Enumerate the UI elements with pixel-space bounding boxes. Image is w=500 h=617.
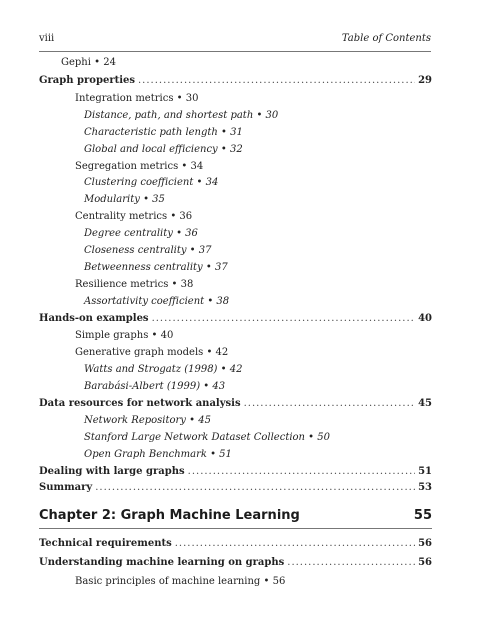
running-title: Table of Contents [341, 33, 431, 44]
toc-entry-centrality[interactable]: Centrality metrics • 36 [75, 211, 193, 222]
toc-section-page: 45 [418, 398, 432, 409]
toc-entry-generative[interactable]: Generative graph models • 42 [75, 347, 229, 358]
toc-section-page: 56 [418, 538, 432, 549]
dot-leader [175, 538, 415, 550]
toc-section-page: 29 [418, 75, 432, 86]
page-header [39, 33, 431, 49]
toc-section-page: 56 [418, 557, 432, 568]
page-number: viii [39, 33, 55, 44]
toc-section-data-resources[interactable] [39, 398, 432, 410]
chapter-title: Chapter 2: Graph Machine Learning [39, 508, 300, 523]
toc-entry-modularity[interactable]: Modularity • 35 [84, 194, 165, 205]
toc-entry-assortativity[interactable]: Assortativity coefficient • 38 [84, 296, 230, 307]
toc-section-large-graphs[interactable] [39, 466, 432, 478]
toc-entry-degree[interactable]: Degree centrality • 36 [84, 228, 198, 239]
dot-leader [244, 398, 415, 410]
toc-chapter-heading[interactable] [39, 508, 432, 523]
toc-section-graph-properties[interactable] [39, 75, 432, 87]
toc-entry-stanford[interactable]: Stanford Large Network Dataset Collection • 50 [84, 432, 330, 443]
toc-entry-ogb[interactable]: Open Graph Benchmark • 51 [84, 449, 232, 460]
toc-entry-betweenness[interactable]: Betweenness centrality • 37 [84, 262, 228, 273]
header-rule [39, 51, 431, 52]
toc-section-summary[interactable] [39, 482, 432, 494]
toc-section-title: Graph properties [39, 75, 135, 86]
toc-entry-clustering[interactable]: Clustering coefficient • 34 [84, 177, 219, 188]
toc-section-title: Summary [39, 482, 93, 493]
toc-section-title: Technical requirements [39, 538, 172, 549]
toc-entry-efficiency[interactable]: Global and local efficiency • 32 [84, 144, 243, 155]
chapter-page: 55 [413, 508, 432, 523]
toc-section-title: Dealing with large graphs [39, 466, 185, 477]
toc-section-page: 40 [418, 313, 432, 324]
chapter-rule [39, 528, 432, 529]
toc-section-page: 51 [418, 466, 432, 477]
toc-section-understanding[interactable] [39, 557, 432, 569]
toc-entry-closeness[interactable]: Closeness centrality • 37 [84, 245, 212, 256]
toc-section-title: Hands-on examples [39, 313, 149, 324]
toc-entry-network-repo[interactable]: Network Repository • 45 [84, 415, 211, 426]
toc-section-tech-req[interactable] [39, 538, 432, 550]
toc-entry-segregation[interactable]: Segregation metrics • 34 [75, 161, 204, 172]
toc-entry-gephi[interactable]: Gephi • 24 [61, 57, 116, 68]
toc-entry-integration[interactable]: Integration metrics • 30 [75, 93, 199, 104]
toc-section-title: Data resources for network analysis [39, 398, 241, 409]
toc-section-title: Understanding machine learning on graphs [39, 557, 285, 568]
dot-leader [95, 482, 415, 494]
dot-leader [152, 313, 416, 325]
toc-section-hands-on[interactable] [39, 313, 432, 325]
dot-leader [287, 557, 415, 569]
toc-entry-watts[interactable]: Watts and Strogatz (1998) • 42 [84, 364, 243, 375]
toc-entry-basic-principles[interactable]: Basic principles of machine learning • 56 [75, 576, 286, 587]
toc-entry-resilience[interactable]: Resilience metrics • 38 [75, 279, 194, 290]
toc-entry-barabasi[interactable]: Barabási-Albert (1999) • 43 [84, 381, 226, 392]
toc-entry-distance[interactable]: Distance, path, and shortest path • 30 [84, 110, 279, 121]
toc-entry-simple-graphs[interactable]: Simple graphs • 40 [75, 330, 174, 341]
dot-leader [188, 466, 415, 478]
toc-entry-char-path[interactable]: Characteristic path length • 31 [84, 127, 243, 138]
toc-section-page: 53 [418, 482, 432, 493]
dot-leader [138, 75, 415, 87]
